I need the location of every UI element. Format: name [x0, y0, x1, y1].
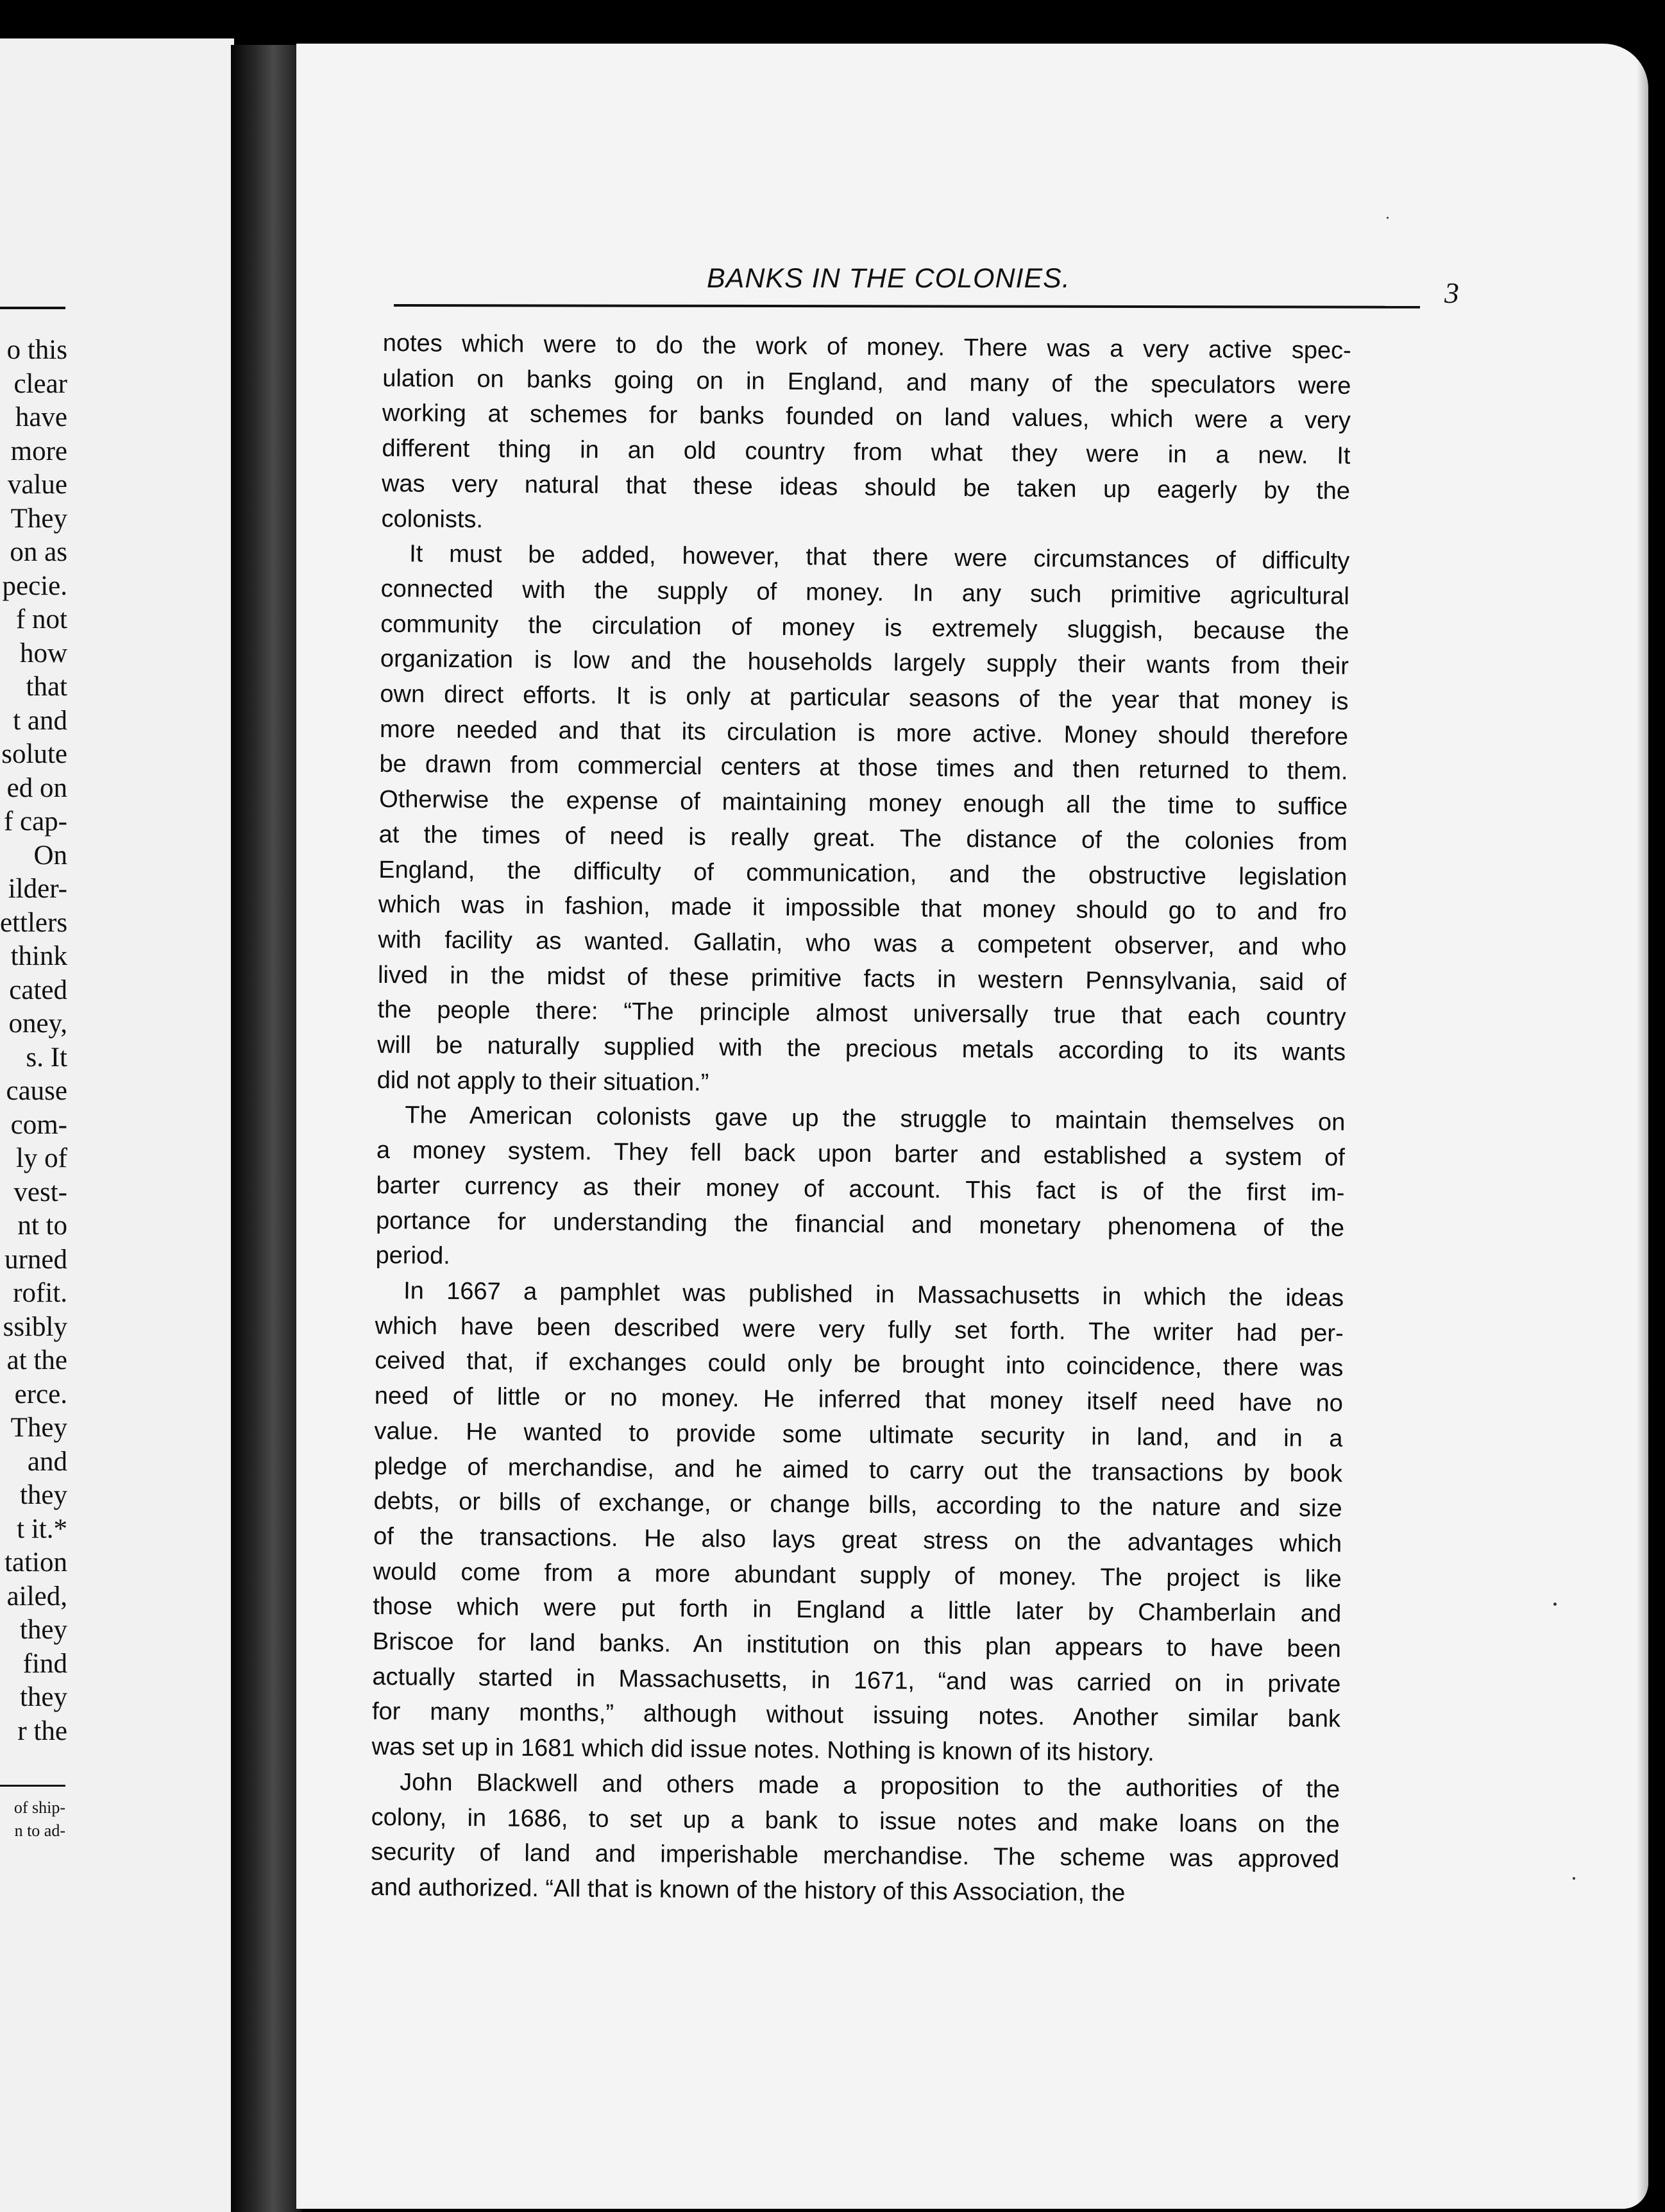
left-page-line-fragment: f cap-	[3, 806, 67, 837]
left-page-footnote-fragment: n to ad-	[14, 1821, 65, 1840]
left-page-line-fragment: they	[19, 1615, 67, 1645]
left-page-line-fragment: f not	[15, 604, 67, 634]
running-head: BANKS IN THE COLONIES.	[707, 263, 1070, 294]
left-page-line-fragment: value	[7, 470, 67, 500]
left-page-line-fragment: ettlers	[0, 907, 68, 938]
text-line: a money system. They fell back upon barter and established a system of	[376, 1137, 1346, 1171]
text-line: those which were put forth in England a little later by Chamberlain and	[373, 1593, 1342, 1628]
left-page-line-fragment: t it.*	[17, 1513, 67, 1544]
left-page-line-fragment: they	[19, 1682, 67, 1712]
left-page-line-fragment: ssibly	[3, 1311, 67, 1342]
text-line: colonists.	[381, 505, 484, 533]
left-page-line-fragment: They	[10, 1413, 67, 1443]
text-line: was set up in 1681 which did issue notes. Nothing is known of its history.	[371, 1733, 1154, 1767]
text-line: actually started in Massachusetts, in 1671, “and was carried on in private	[372, 1663, 1341, 1698]
left-page-line-fragment: find	[22, 1648, 67, 1679]
text-line: connected with the supply of money. In any such primitive agricultural	[380, 575, 1349, 610]
left-page-line-fragment: on as	[10, 537, 67, 567]
text-line: ulation on banks going on in England, and many of the speculators were	[382, 364, 1351, 400]
left-page-line-fragment: s. It	[26, 1042, 67, 1073]
left-page-line-fragment: nt to	[17, 1211, 67, 1241]
left-page-line-fragment: oney,	[8, 1008, 67, 1039]
left-page-line-fragment: pecie.	[2, 570, 67, 601]
paragraph	[375, 1098, 1345, 1280]
text-line: which was in fashion, made it impossible that money should go to and fro	[378, 891, 1348, 926]
left-page-line-fragment: rofit.	[13, 1278, 67, 1308]
dust-speck	[1573, 1877, 1575, 1880]
right-page	[296, 44, 1648, 2209]
left-facing-page	[0, 38, 234, 2212]
left-page-line-fragment: urned	[4, 1244, 67, 1275]
text-line: for many months,” although without issuing notes. Another similar bank	[371, 1698, 1341, 1733]
left-page-line-fragment: vest-	[13, 1177, 67, 1207]
left-page-line-fragment: r the	[17, 1715, 67, 1746]
left-page-line-fragment: erce.	[14, 1379, 67, 1409]
text-line: pledge of merchandise, and he aimed to carry out the transactions by book	[373, 1452, 1343, 1488]
left-page-line-fragment: o this	[6, 335, 67, 365]
text-line: would come from a more abundant supply of money. The project is like	[373, 1558, 1342, 1593]
text-line: different thing in an old country from what they were in a new. It	[382, 435, 1351, 470]
left-page-footnote-fragment: of ship-	[13, 1798, 65, 1817]
text-line: of the transactions. He also lays great stress on the advantages which	[373, 1522, 1342, 1558]
text-line: be drawn from commercial centers at those times and then returned to them.	[379, 751, 1348, 786]
left-page-line-fragment: On	[33, 840, 67, 871]
left-page-line-fragment: that	[26, 672, 67, 702]
dust-speck	[1387, 217, 1389, 219]
text-line: working at schemes for banks founded on land values, which were a very	[382, 400, 1351, 435]
left-page-line-fragment: solute	[1, 739, 67, 769]
left-page-line-fragment: ed on	[6, 772, 67, 803]
left-page-line-fragment: ilder-	[8, 874, 67, 904]
text-line: period.	[375, 1242, 450, 1270]
paragraph	[381, 326, 1351, 544]
book-gutter-shadow	[231, 45, 301, 2212]
text-line: The American colonists gave up the struggle to maintain themselves on	[405, 1102, 1346, 1137]
text-line: portance for understanding the financial and monetary phenomena of the	[375, 1207, 1345, 1242]
header-rule	[394, 304, 1420, 309]
text-line: community the circulation of money is extremely sluggish, because the	[380, 610, 1349, 645]
text-line: debts, or bills of exchange, or change bills, according to the nature and size	[373, 1488, 1342, 1523]
left-page-line-fragment: t and	[13, 705, 67, 736]
text-line: lived in the midst of these primitive facts in western Pennsylvania, said of	[377, 961, 1347, 996]
dust-speck	[1553, 1603, 1557, 1606]
left-page-line-fragment: more	[10, 436, 67, 466]
text-line: colony, in 1686, to set up a bank to issue notes and make loans on the	[371, 1803, 1340, 1839]
text-line: England, the difficulty of communication, and the obstructive legislation	[378, 856, 1348, 891]
text-line: at the times of need is really great. The distance of the colonies from	[378, 821, 1348, 856]
left-page-line-fragment: They	[10, 503, 67, 534]
page-number: 3	[1444, 276, 1459, 309]
left-page-line-fragment: ly of	[15, 1143, 67, 1173]
text-line: ceived that, if exchanges could only be brought into coincidence, there was	[375, 1347, 1344, 1382]
paragraph	[371, 1765, 1340, 1913]
page-edge-shadow	[1637, 44, 1648, 2209]
left-page-text-fragments	[0, 334, 67, 1748]
text-line: barter currency as their money of account. This fact is of the first im-	[376, 1171, 1345, 1207]
left-page-footnote-fragments	[0, 1796, 65, 1842]
left-page-line-fragment: they	[19, 1480, 67, 1510]
left-page-line-fragment: com-	[10, 1109, 67, 1140]
left-page-line-fragment: cause	[6, 1076, 67, 1106]
page-header	[394, 263, 1648, 321]
text-line: did not apply to their situation.”	[376, 1066, 709, 1096]
text-line: with facility as wanted. Gallatin, who was a competent observer, and who	[378, 926, 1347, 961]
text-line: which have been described were very fully set forth. The writer had per-	[375, 1312, 1344, 1347]
text-line: notes which were to do the work of money. There was a very active spec-	[382, 329, 1351, 364]
text-line: more needed and that its circulation is more active. Money should therefore	[379, 715, 1349, 751]
left-page-line-fragment: at the	[6, 1345, 67, 1375]
left-page-line-fragment: and	[27, 1446, 67, 1477]
left-page-line-fragment: clear	[13, 368, 67, 399]
left-page-line-fragment: how	[19, 638, 67, 668]
left-page-line-fragment: have	[15, 402, 67, 432]
text-line: will be naturally supplied with the precious metals according to its wants	[377, 1032, 1346, 1066]
text-line: Briscoe for land banks. An institution on this plan appears to have been	[372, 1628, 1342, 1663]
left-page-footnote-rule	[0, 1785, 65, 1787]
text-line: Otherwise the expense of maintaining money enough all the time to suffice	[379, 786, 1348, 821]
text-line: need of little or no money. He inferred that money itself need have no	[374, 1382, 1344, 1417]
text-line: In 1667 a pamphlet was published in Massachusetts in which the ideas	[403, 1277, 1344, 1312]
text-line: It must be added, however, that there were circumstances of difficulty	[409, 540, 1350, 575]
text-line: value. He wanted to provide some ultimate security in land, and in a	[374, 1417, 1343, 1452]
text-line: security of land and imperishable merchandise. The scheme was approved	[371, 1839, 1340, 1874]
text-line: John Blackwell and others made a proposition to the authorities of the	[400, 1769, 1340, 1803]
left-page-line-fragment: cated	[9, 974, 67, 1005]
text-line: was very natural that these ideas should be taken up eagerly by the	[381, 470, 1351, 505]
text-line: own direct efforts. It is only at particular seasons of the year that money is	[380, 681, 1349, 715]
left-page-line-fragment: think	[10, 941, 67, 971]
body-text	[371, 326, 1351, 1912]
text-line: the people there: “The principle almost universally true that each country	[377, 996, 1346, 1032]
left-page-header-rule	[0, 307, 65, 309]
text-line: organization is low and the households largely supply their wants from their	[380, 645, 1349, 681]
paragraph	[377, 536, 1350, 1105]
paragraph	[371, 1273, 1344, 1773]
left-page-line-fragment: tation	[4, 1547, 67, 1578]
text-line: and authorized. “All that is known of the history of this Association, the	[370, 1873, 1126, 1907]
left-page-line-fragment: ailed,	[6, 1581, 67, 1612]
